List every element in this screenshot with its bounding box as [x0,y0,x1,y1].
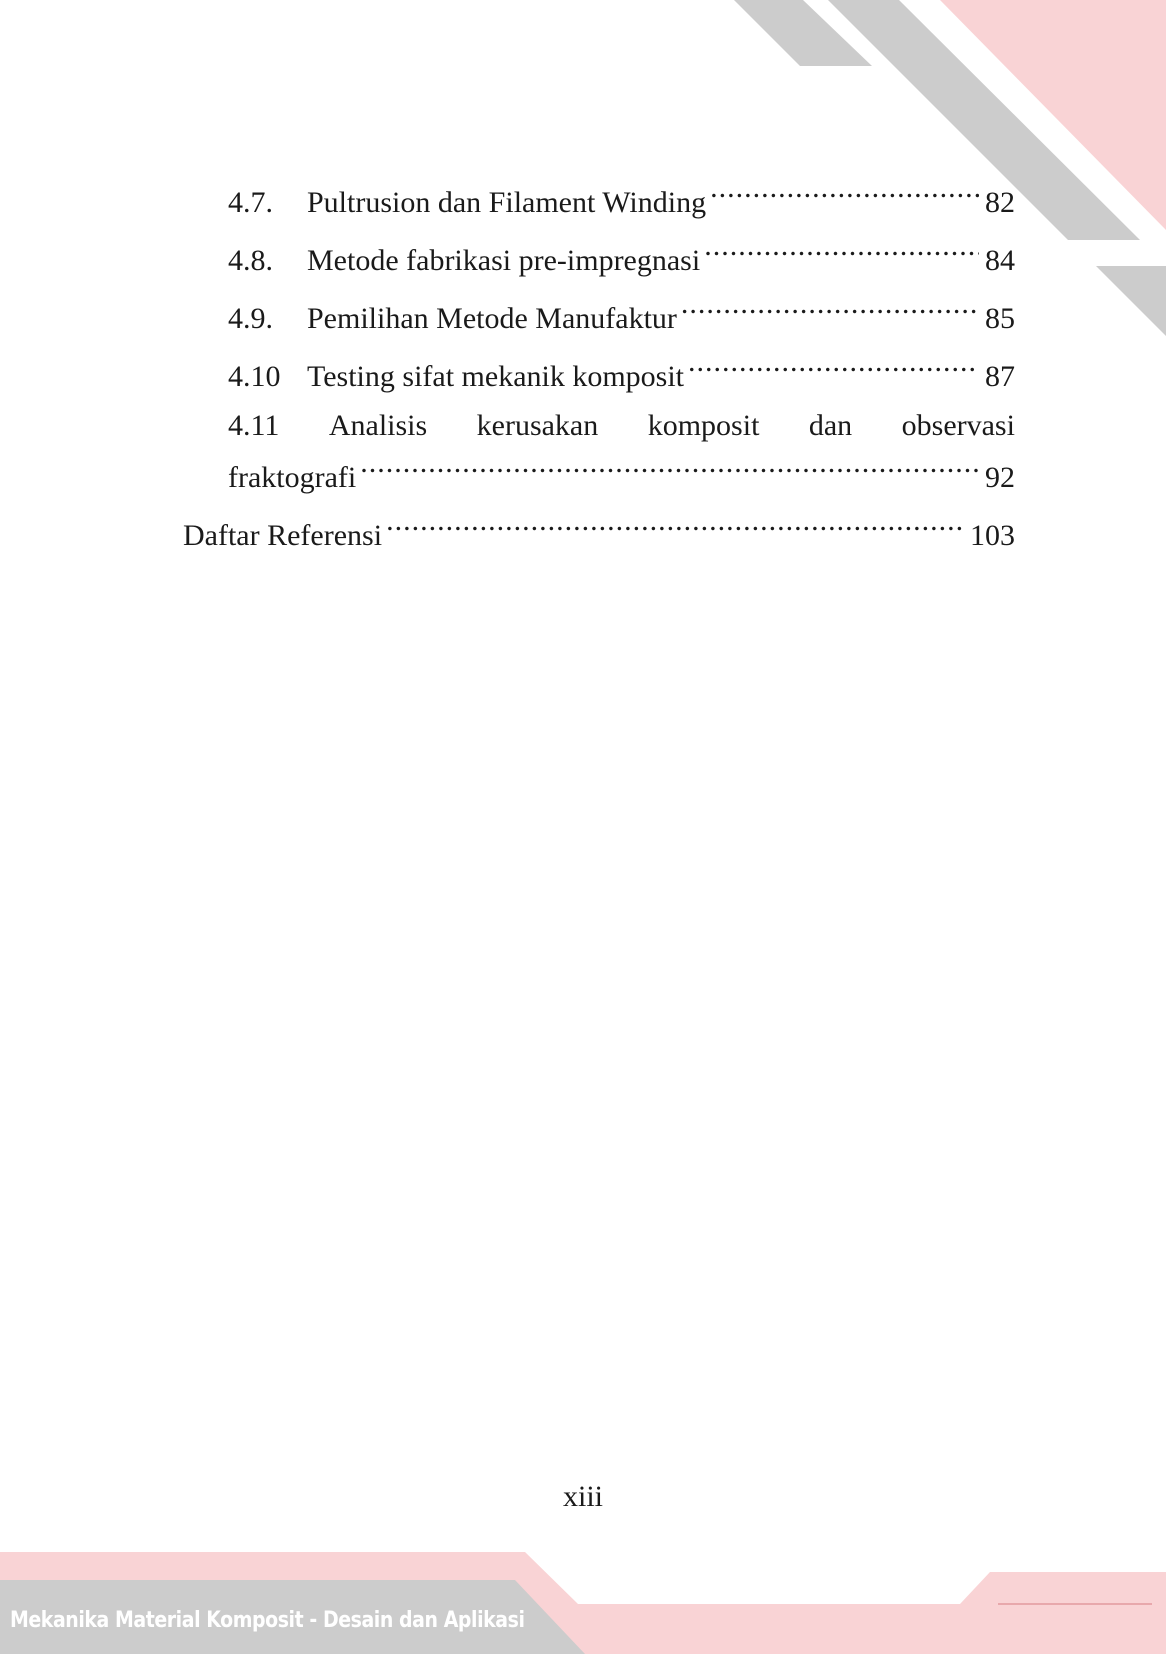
toc-entry-page: 87 [985,360,1015,393]
toc-entry-word: kerusakan [476,409,599,442]
toc-leader-dots [386,509,964,545]
toc-entry-title: Pemilihan Metode Manufaktur [307,302,677,335]
toc-leader-dots [681,292,979,328]
toc-entry-number: 4.10 [228,360,281,393]
toc-entry-title: Testing sifat mekanik komposit [307,360,685,393]
toc-entry-title: Metode fabrikasi pre-impregnasi [307,244,701,277]
toc-entry-page: 82 [985,186,1015,219]
toc-entry-number: 4.9. [228,302,273,335]
toc-entry-page: 103 [970,519,1015,552]
toc-entry[interactable] [228,292,1015,337]
toc-entry-page: 84 [985,244,1015,277]
toc-entry-references[interactable] [183,509,1015,554]
toc-entry-word: komposit [647,409,760,442]
toc-entry-title: Daftar Referensi [183,519,383,552]
toc-entry-title: Pultrusion dan Filament Winding [307,186,707,219]
toc-leader-dots [360,451,979,487]
toc-entry[interactable] [228,234,1015,279]
toc-entry-word: dan [808,409,853,442]
toc-entry-number: 4.7. [228,186,273,219]
toc-entry-title: fraktografi [228,461,357,494]
toc-entry-page: 85 [985,302,1015,335]
toc-entry-word: observasi [901,409,1015,442]
toc-entry[interactable] [228,350,1015,395]
toc-entry[interactable] [228,176,1015,221]
toc-entry-long[interactable] [228,408,1015,444]
page-number: xiii [562,1480,603,1513]
toc-entry-word: Analisis [328,409,428,442]
toc-entry-number: 4.8. [228,244,273,277]
toc-leader-dots [704,234,979,270]
toc-leader-dots [710,176,979,212]
toc-leader-dots [688,350,979,386]
toc-entry-page: 92 [985,461,1015,494]
footer-book-title: Mekanika Material Komposit - Desain dan Aplikasi [10,1608,525,1633]
toc-entry-continuation[interactable] [228,451,1015,496]
toc-entry-number: 4.11 [228,409,280,442]
